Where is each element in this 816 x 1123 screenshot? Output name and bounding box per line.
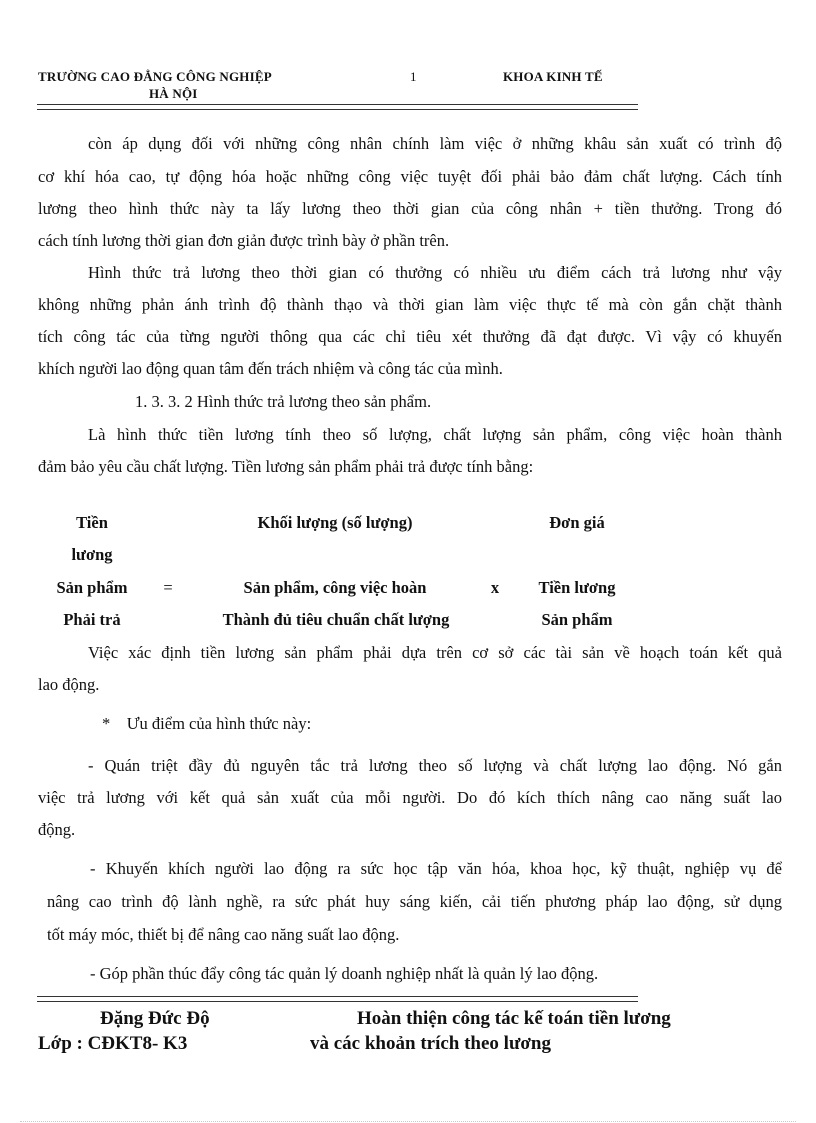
footer-title-line1: Hoàn thiện công tác kế toán tiền lương xyxy=(357,1008,671,1029)
bullet-line: - Khuyến khích người lao động ra sức học tập văn hóa, khoa học, kỹ thuật, nghiệp vụ để xyxy=(90,859,782,878)
paragraph-line: Hình thức trả lương theo thời gian có thưởng có nhiều ưu điểm cách trả lương như vậy xyxy=(88,263,782,282)
paragraph-line: cơ khí hóa cao, tự động hóa hoặc những công việc tuyệt đối phải bảo đảm chất lượng. Cách tính xyxy=(38,167,782,186)
paragraph-line: Việc xác định tiền lương sản phẩm phải dựa trên cơ sở các tài sản về hoạch toán kết quả xyxy=(88,643,782,662)
formula-left-1: Tiền xyxy=(76,513,108,532)
paragraph-line: không những phản ánh trình độ thành thạo và thời gian làm việc thực tế mà còn gắn chặt thành xyxy=(38,295,782,314)
paragraph-line: tích công tác của từng người thông qua các chỉ tiêu xét thưởng đã đạt được. Vì vậy có khuyến xyxy=(38,327,782,346)
bullet-line: tốt máy móc, thiết bị để nâng cao năng suất lao động. xyxy=(47,925,400,944)
paragraph-line: Là hình thức tiền lương tính theo số lượng, chất lượng sản phẩm, công việc hoàn thành xyxy=(88,425,782,444)
header-page-number: 1 xyxy=(410,69,417,84)
footer-title-line2: và các khoản trích theo lương xyxy=(310,1033,551,1054)
formula-equals: = xyxy=(163,578,173,597)
formula-left-3: Sản phẩm xyxy=(56,578,128,597)
advantages-heading: * Ưu điểm của hình thức này: xyxy=(102,714,312,733)
formula-left-4: Phải trả xyxy=(63,610,121,629)
formula-middle-1: Khối lượng (số lượng) xyxy=(257,513,413,532)
header-rule xyxy=(37,104,638,110)
formula-middle-3: Thành đủ tiêu chuẩn chất lượng xyxy=(222,610,450,629)
formula-middle-2: Sản phẩm, công việc hoàn xyxy=(243,578,427,597)
bullet-line: - Quán triệt đầy đủ nguyên tắc trả lương theo số lượng và chất lượng lao động. Nó gắn xyxy=(88,756,782,775)
header-school-line1: TRƯỜNG CAO ĐẲNG CÔNG NGHIỆP xyxy=(38,69,272,84)
section-heading: 1. 3. 3. 2 Hình thức trả lương theo sản phẩm. xyxy=(135,392,432,411)
formula-left-2: lương xyxy=(71,545,113,564)
paragraph-line: khích người lao động quan tâm đến trách nhiệm và công tác của mình. xyxy=(38,359,503,378)
formula-right-2: Tiền lương xyxy=(538,578,616,597)
paragraph-line: lao động. xyxy=(38,675,100,694)
formula-right-3: Sản phẩm xyxy=(541,610,613,629)
formula-times: x xyxy=(490,578,500,597)
footer-class: Lớp : CĐKT8- K3 xyxy=(38,1033,188,1054)
page-bottom-edge xyxy=(20,1121,796,1122)
paragraph-line: còn áp dụng đối với những công nhân chính làm việc ở những khâu sản xuất có trình độ xyxy=(88,134,782,153)
paragraph-line: đảm bảo yêu cầu chất lượng. Tiền lương sản phẩm phải trả được tính bằng: xyxy=(38,457,534,476)
footer-author: Đặng Đức Độ xyxy=(100,1008,210,1029)
formula-right-1: Đơn giá xyxy=(549,513,605,532)
bullet-line: việc trả lương với kết quả sản xuất của mỗi người. Do đó kích thích nâng cao năng suất lao xyxy=(38,788,782,807)
paragraph-line: lương theo hình thức này ta lấy lương theo thời gian của công nhân + tiền thưởng. Trong đó xyxy=(38,199,782,218)
bullet-line: - Góp phần thúc đẩy công tác quản lý doanh nghiệp nhất là quản lý lao động. xyxy=(90,964,599,983)
paragraph-line: cách tính lương thời gian đơn giản được trình bày ở phần trên. xyxy=(38,231,450,250)
footer-rule xyxy=(37,996,638,1002)
bullet-line: nâng cao trình độ lành nghề, ra sức phát huy sáng kiến, cải tiến phương pháp lao động, sử dụng xyxy=(47,892,782,911)
header-school-line2: HÀ NỘI xyxy=(149,86,198,101)
bullet-line: động. xyxy=(38,820,76,839)
header-department: KHOA KINH TẾ xyxy=(503,69,603,84)
